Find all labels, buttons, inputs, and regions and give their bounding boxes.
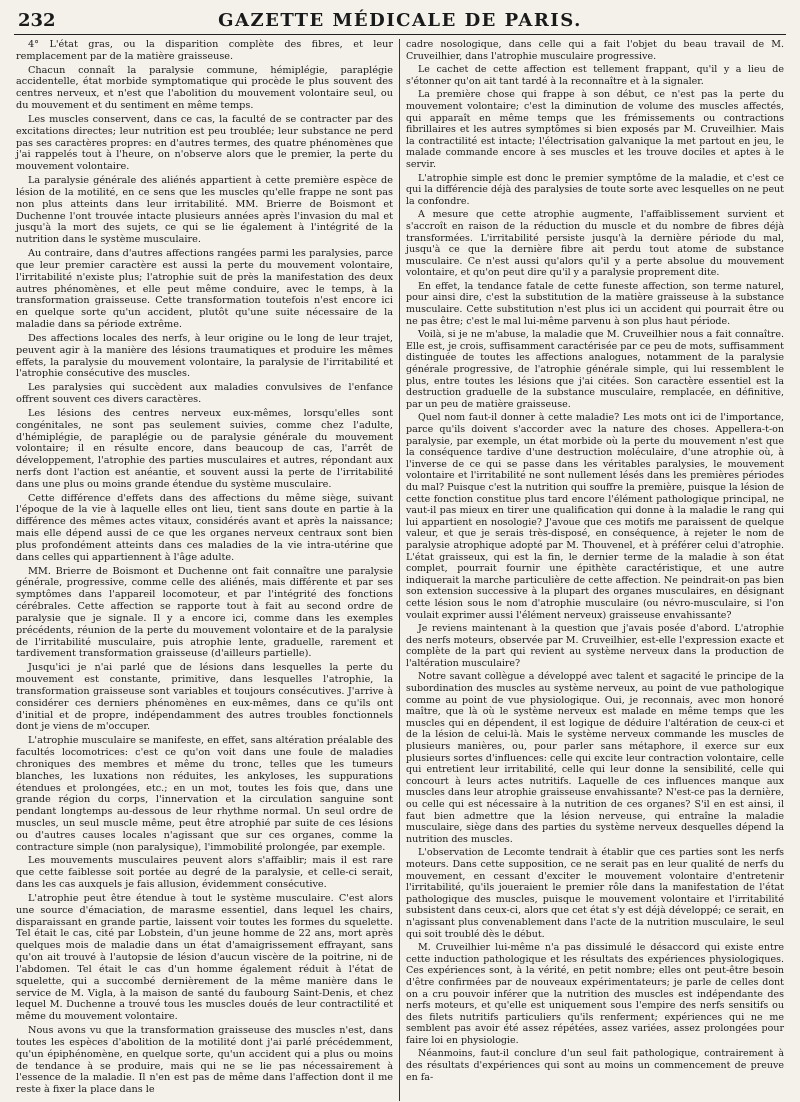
paragraph: La paralysie générale des aliénés appartient à cette première espèce de lésion de la motilité, en ce sens que les muscles qu'elle frappe ne sont pas non plus atteints dans leur irritabilité. MM. Brierre de Boismont et Duchenne l'ont trouvée intacte plusieurs années après l'invasion du mal et jusqu'à la mort des sujets, ce qui se lie également à l'intégrité de la nutrition dans le système musculaire. [16,175,393,246]
paragraph: Au contraire, dans d'autres affections rangées parmi les paralysies, parce que leur premier caractère est aussi la perte du mouvement volontaire, l'irritabilité n'existe plus; l'atrophie suit de près la manifestation des deux autres phénomènes, et elle peut même conduire, avec le temps, à la transformation graisseuse. Cette transformation toutefois n'est encore ici en quelque sorte qu'un accident, plutôt qu'une suite nécessaire de la maladie dans sa période extrême. [16,248,393,331]
left-column [14,39,400,1101]
paragraph: Le cachet de cette affection est tellement frappant, qu'il y a lieu de s'étonner qu'on ait tant tardé à la reconnaître et à la signaler. [406,64,784,87]
page-number: 232 [18,10,56,31]
paragraph: Chacun connaît la paralysie commune, hémiplégie, paraplégie accidentelle, état morbide symptomatique qui procède le plus souvent des centres nerveux, et n'est que l'abolition du mouvement volontaire seul, ou du mouvement et du sentiment en même temps. [16,64,393,112]
paragraph: Des affections locales des nerfs, à leur origine ou le long de leur trajet, peuvent agir à la manière des lésions traumatiques et produire les mêmes effets, la paralysie du mouvement volontaire, la paralysie de l'irritabilité et l'atrophie consécutive des muscles. [16,332,393,380]
paragraph: La première chose qui frappe à son début, ce n'est pas la perte du mouvement volontaire; c'est la diminution de volume des muscles affectés, qui apparaît en même temps que les frémissements ou contractions fibrillaires et les autres symptômes si bien exposés par M. Cruveilhier. Mais la contractilité est intacte; l'électrisation galvanique la met partout en jeu, le malade commande encore à ses muscles et les trouve dociles et aptes à le servir. [406,89,784,170]
paragraph: Les mouvements musculaires peuvent alors s'affaiblir; mais il est rare que cette faiblesse soit portée au degré de la paralysie, et celle-ci serait, dans les cas auxquels je fais allusion, évidemment consécutive. [16,855,393,891]
paragraph: Jusqu'ici je n'ai parlé que de lésions dans lesquelles la perte du mouvement est constante, primitive, dans lesquelles l'atrophie, la transformation graisseuse sont variables et toujours consécutives. J'arrive à considérer ces derniers phénomènes en eux-mêmes, dans ce qu'ils ont d'initial et de propre, indépendamment des autres troubles fonctionnels dont je viens de m'occuper. [16,662,393,733]
journal-title: GAZETTE MÉDICALE DE PARIS. [218,10,582,31]
paragraph: En effet, la tendance fatale de cette funeste affection, son terme naturel, pour ainsi dire, c'est la substitution de la matière graisseuse à la substance musculaire. Cette substitution n'est plus ici un accident qui pourrait être ou ne pas être; c'est le mal lui-même parvenu à son plus haut période. [406,280,784,327]
paragraph: Cette différence d'effets dans des affections du même siège, suivant l'époque de la vie à laquelle elles ont lieu, tient sans doute en partie à la différence des mêmes actes vitaux, considérés avant et après la naissance; mais elle dépend aussi de ce que les organes nerveux centraux sont bien plus profondément atteints dans ces maladies de la vie intra-utérine que dans celles qui appartiennent à l'âge adulte. [16,492,393,563]
paragraph: L'atrophie musculaire se manifeste, en effet, sans altération préalable des facultés locomotrices: c'est ce qu'on voit dans une foule de maladies chroniques des membres et même du tronc, telles que les tumeurs blanches, les luxations non réduites, les ankyloses, les suppurations étendues et prolongées, etc.; en un mot, toutes les fois que, dans une grande région du corps, l'innervation et la circulation sanguine sont pendant longtemps au-dessous de leur rhythme normal. Un seul ordre de muscles, un seul muscle même, peut être atrophié par suite de ces lésions ou d'autres causes locales n'agissant que sur ces organes, comme la contracture simple (non paralysique), l'immobilité prolongée, par exemple. [16,735,393,853]
paragraph: Néanmoins, faut-il conclure d'un seul fait pathologique, contrairement à des résultats d'expériences qui sont au moins un commencement de preuve en fa- [406,1048,784,1083]
paragraph: cadre nosologique, dans celle qui a fait l'objet du beau travail de M. Cruveilhier, dans l'atrophie musculaire progressive. [406,39,784,62]
paragraph: Nous avons vu que la transformation graisseuse des muscles n'est, dans toutes les espèces d'abolition de la motilité dont j'ai parlé précédemment, qu'un épiphénomène, en quelque sorte, qu'un accident qui a plus ou moins de tendance à se produire, mais qui ne se lie pas nécessairement à l'essence de la maladie. Il n'en est pas de même dans l'affection dont il me reste à fixer la place dans le [16,1025,393,1096]
paragraph: A mesure que cette atrophie augmente, l'affaiblissement survient et s'accroît en raison de la réduction du muscle et du nombre de fibres déjà transformées. L'irritabilité persiste jusqu'à la dernière période du mal, jusqu'à ce que la dernière fibre ait perdu tout atome de substance musculaire. Ce n'est aussi qu'alors qu'il y a perte absolue du mouvement volontaire, et qu'on peut dire qu'il y a paralysie proprement dite. [406,209,784,279]
paragraph: Je reviens maintenant à la question que j'avais posée d'abord. L'atrophie des nerfs moteurs, observée par M. Cruveilhier, est-elle l'expression exacte et complète de la part qui revient au système nerveux dans la production de l'altération musculaire? [406,623,784,669]
paragraph: L'atrophie simple est donc le premier symptôme de la maladie, et c'est ce qui la différencie déjà des paralysies de toute sorte avec lesquelles on ne peut la confondre. [406,172,784,207]
paragraph: M. Cruveilhier lui-même n'a pas dissimulé le désaccord qui existe entre cette induction pathologique et les résultats des expériences physiologiques. Ces expériences sont, à la vérité, en petit nombre; elles ont peut-être besoin d'être confirmées par de nouveaux expérimentateurs; je parle de celles dont on a cru pouvoir inférer que la nutrition des muscles est indépendante des nerfs moteurs, et qu'elle est uniquement sous l'empire des nerfs sensitifs ou des filets nutritifs particuliers qu'ils renferment; expériences qui ne me semblent pas avoir été assez répétées, assez variées, assez prolongées pour faire loi en physiologie. [406,942,784,1046]
paragraph: Notre savant collègue a développé avec talent et sagacité le principe de la subordination des muscles au système nerveux, au point de vue pathologique comme au point de vue physiologique. Oui, je reconnais, avec mon honoré maître, que là où le système nerveux est malade en même temps que les muscles qui en dépendent, il est logique de déduire l'altération de ceux-ci et de la lésion de celui-là. Mais le système nerveux commande les muscles de plusieurs manières, ou, pour parler sans métaphore, il exerce sur eux plusieurs sortes d'influences: celle qui excite leur contraction volontaire, celle qui entretient leur irritabilité, celle qui leur donne la sensibilité, celle qui concourt à leurs actes nutritifs. Laquelle de ces influences manque aux muscles dans leur atrophie graisseuse envahissante? N'est-ce pas la dernière, ou celle qui est nécessaire à la nutrition de ces organes? S'il en est ainsi, il faut bien admettre que la lésion nerveuse, qui entraîne la maladie musculaire, siège dans des parties du système nerveux desquelles dépend la nutrition des muscles. [406,671,784,845]
paragraph: Voilà, si je ne m'abuse, la maladie que M. Cruveilhier nous a fait connaître. Elle est, je crois, suffisamment caractérisée par ce peu de mots, suffisamment distinguée de toutes les affections analogues, notamment de la paralysie générale progressive, de l'atrophie générale simple, qui lui ressemblent le plus, entre toutes les lésions que j'ai citées. Son caractère essentiel est la destruction graduelle de la substance musculaire, remplacée, en définitive, par un peu de matière graisseuse. [406,329,784,410]
paragraph: Quel nom faut-il donner à cette maladie? Les mots ont ici de l'importance, parce qu'ils doivent s'accorder avec la nature des choses. Appellera-t-on paralysie, par exemple, un état morbide où la perte du mouvement n'est que la conséquence tardive d'une destruction moléculaire, d'une atrophie où, à l'inverse de ce qui se passe dans les véritables paralysies, le mouvement volontaire et l'irritabilité ne sont nullement lésés dans les premières périodes du mal? Puisque c'est la nutrition qui souffre la première, puisque la lésion de cette fonction constitue plus tard encore l'élément pathologique principal, ne vaut-il pas mieux en tirer une qualification qui donne à la maladie le rang qui lui appartient en nosologie? J'avoue que ces motifs me paraissent de quelque valeur, et que je serais très-disposé, en conséquence, à rejeter le nom de paralysie atrophique adopté par M. Thouvenel, et à préférer celui d'atrophie. L'état graisseux, qui est la fin, le dernier terme de la maladie à son état complet, pourrait fournir une épithète caractéristique, et une autre indiquerait la marche particulière de cette affection. Ne peindrait-on pas bien son extension successive à la plupart des organes musculaires, en désignant cette lésion sous le nom d'atrophie musculaire (ou névro-musculaire, si l'on voulait exprimer aussi l'élément nerveux) graisseuse envahissante? [406,412,784,621]
paragraph: Les lésions des centres nerveux eux-mêmes, lorsqu'elles sont congénitales, ne sont pas seulement suivies, comme chez l'adulte, d'hémiplégie, de paraplégie ou de paralysie générale du mouvement volontaire; il en résulte encore, dans beaucoup de cas, l'arrêt de développement, l'atrophie des parties musculaires et autres, répondant aux nerfs dont l'action est anéantie, et souvent aussi la perte de l'irritabilité dans une plus ou moins grande étendue du système musculaire. [16,407,393,490]
page-header [14,10,786,35]
paragraph: L'atrophie peut être étendue à tout le système musculaire. C'est alors une source d'émaciation, de marasme essentiel, dans lequel les chairs, disparaissant en grande partie, laissent voir toutes les formes du squelette. Tel était le cas, cité par Lobstein, d'un jeune homme de 22 ans, mort après quelques mois de maladie dans un état d'amaigrissement effrayant, sans qu'on ait trouvé à l'autopsie de lésion d'aucun viscère de la poitrine, ni de l'abdomen. Tel était le cas d'un homme également réduit à l'état de squelette, qui a succombé dernièrement de la même manière dans le service de M. Vigla, à la maison de santé du faubourg Saint-Denis, et chez lequel M. Duchenne a trouvé tous les muscles doués de leur contractilité et même du mouvement volontaire. [16,892,393,1023]
text-columns [14,39,786,1101]
paragraph: 4° L'état gras, ou la disparition complète des fibres, et leur remplacement par de la matière graisseuse. [16,39,393,62]
right-column [400,39,786,1101]
paragraph: L'observation de Lecomte tendrait à établir que ces parties sont les nerfs moteurs. Dans cette supposition, ce ne serait pas en leur qualité de nerfs du mouvement, en cessant d'exciter le mouvement volontaire d'entretenir l'irritabilité, qu'ils joueraient le premier rôle dans la manifestation de l'état pathologique des muscles, puisque le mouvement volontaire et l'irritabilité subsistent dans ceux-ci, alors que cet état s'y est déjà développé; ce serait, en n'agissant plus convenablement dans l'acte de la nutrition musculaire, le seul qui soit troublé dès le début. [406,847,784,940]
paragraph: MM. Brierre de Boismont et Duchenne ont fait connaître une paralysie générale, progressive, comme celle des aliénés, mais différente et par ses symptômes dans l'appareil locomoteur, et par l'intégrité des fonctions cérébrales. Cette affection se rapporte tout à fait au second ordre de paralysie que je signale. Il y a encore ici, comme dans les exemples précédents, réunion de la perte du mouvement volontaire et de la paralysie de l'irritabilité musculaire, puis atrophie lente, graduelle, rarement et tardivement transformation graisseuse (d'ailleurs partielle). [16,565,393,660]
paragraph: Les paralysies qui succèdent aux maladies convulsives de l'enfance offrent souvent ces divers caractères. [16,382,393,406]
paragraph: Les muscles conservent, dans ce cas, la faculté de se contracter par des excitations directes; leur nutrition est peu troublée; leur substance ne perd pas ses caractères propres: en d'autres termes, des quatre phénomènes que j'ai rappelés tout à l'heure, on n'observe alors que le premier, la perte du mouvement volontaire. [16,113,393,173]
